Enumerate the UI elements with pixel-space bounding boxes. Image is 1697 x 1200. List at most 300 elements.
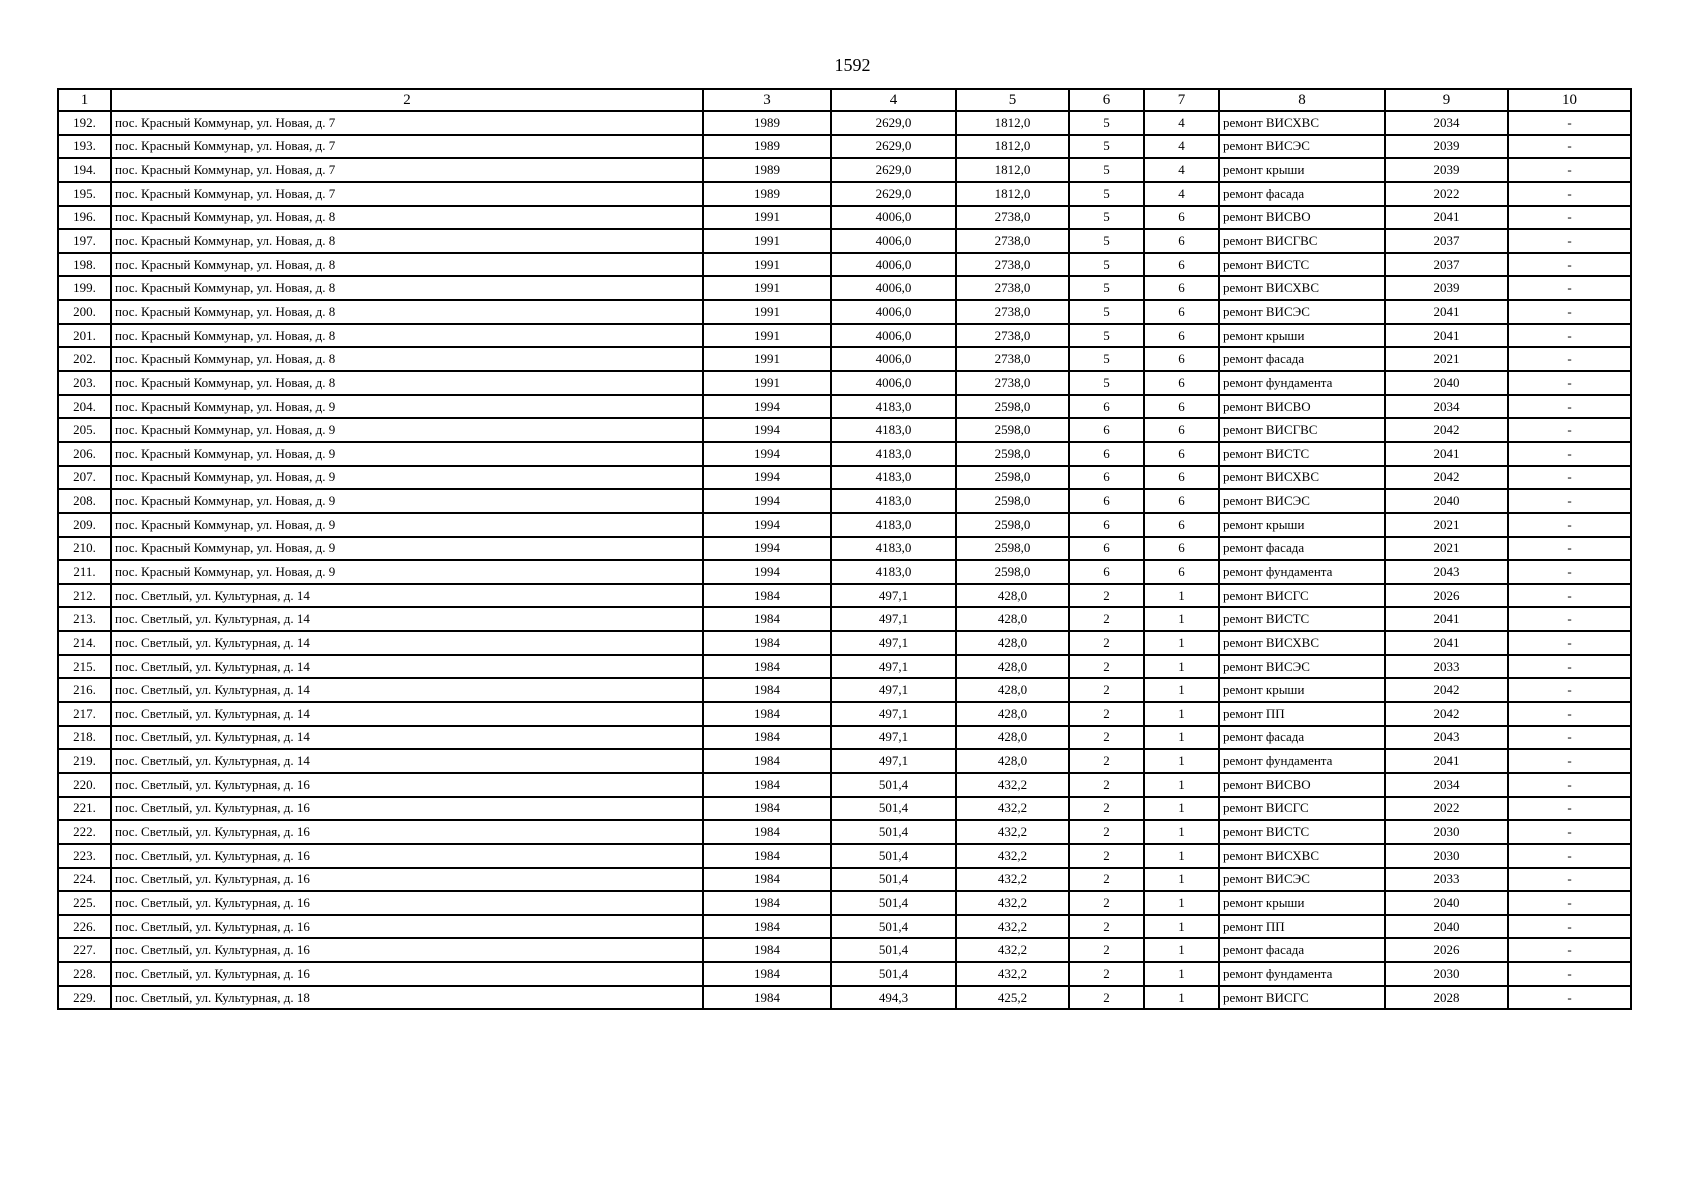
cell-note: - <box>1508 229 1631 253</box>
cell-floors: 2 <box>1069 749 1144 773</box>
cell-floors: 6 <box>1069 395 1144 419</box>
cell-planned-year: 2042 <box>1385 466 1508 490</box>
cell-living-area: 428,0 <box>956 678 1069 702</box>
cell-floors: 5 <box>1069 324 1144 348</box>
cell-total-area: 494,3 <box>831 986 956 1010</box>
cell-year-built: 1994 <box>703 513 831 537</box>
cell-address: пос. Красный Коммунар, ул. Новая, д. 9 <box>111 395 703 419</box>
cell-total-area: 497,1 <box>831 631 956 655</box>
cell-row-number: 192. <box>58 111 111 135</box>
cell-entrances: 6 <box>1144 347 1219 371</box>
cell-year-built: 1991 <box>703 347 831 371</box>
cell-address: пос. Светлый, ул. Культурная, д. 16 <box>111 868 703 892</box>
cell-entrances: 6 <box>1144 513 1219 537</box>
cell-entrances: 6 <box>1144 560 1219 584</box>
cell-living-area: 1812,0 <box>956 135 1069 159</box>
cell-work-type: ремонт ВИСВО <box>1219 773 1385 797</box>
header-row <box>58 89 1631 111</box>
cell-row-number: 227. <box>58 938 111 962</box>
cell-planned-year: 2026 <box>1385 584 1508 608</box>
cell-year-built: 1991 <box>703 300 831 324</box>
cell-entrances: 1 <box>1144 773 1219 797</box>
cell-entrances: 4 <box>1144 158 1219 182</box>
cell-entrances: 1 <box>1144 962 1219 986</box>
cell-living-area: 432,2 <box>956 773 1069 797</box>
cell-floors: 6 <box>1069 442 1144 466</box>
cell-note: - <box>1508 158 1631 182</box>
cell-row-number: 229. <box>58 986 111 1010</box>
cell-address: пос. Светлый, ул. Культурная, д. 16 <box>111 797 703 821</box>
cell-year-built: 1984 <box>703 749 831 773</box>
cell-living-area: 428,0 <box>956 726 1069 750</box>
table-row <box>58 820 1631 844</box>
cell-living-area: 2598,0 <box>956 537 1069 561</box>
cell-note: - <box>1508 631 1631 655</box>
cell-total-area: 501,4 <box>831 962 956 986</box>
cell-floors: 5 <box>1069 276 1144 300</box>
cell-work-type: ремонт ВИСТС <box>1219 607 1385 631</box>
cell-floors: 2 <box>1069 962 1144 986</box>
cell-entrances: 1 <box>1144 655 1219 679</box>
cell-total-area: 4006,0 <box>831 300 956 324</box>
cell-living-area: 432,2 <box>956 868 1069 892</box>
cell-floors: 5 <box>1069 158 1144 182</box>
cell-total-area: 4183,0 <box>831 537 956 561</box>
table-row <box>58 229 1631 253</box>
cell-year-built: 1991 <box>703 371 831 395</box>
cell-total-area: 2629,0 <box>831 135 956 159</box>
cell-work-type: ремонт крыши <box>1219 891 1385 915</box>
cell-address: пос. Светлый, ул. Культурная, д. 16 <box>111 915 703 939</box>
table-row <box>58 418 1631 442</box>
column-header-5: 5 <box>956 89 1069 111</box>
cell-floors: 2 <box>1069 584 1144 608</box>
cell-address: пос. Светлый, ул. Культурная, д. 16 <box>111 820 703 844</box>
cell-note: - <box>1508 395 1631 419</box>
cell-address: пос. Светлый, ул. Культурная, д. 14 <box>111 702 703 726</box>
cell-living-area: 432,2 <box>956 797 1069 821</box>
cell-address: пос. Красный Коммунар, ул. Новая, д. 9 <box>111 418 703 442</box>
cell-work-type: ремонт фундамента <box>1219 560 1385 584</box>
cell-work-type: ремонт ВИСЭС <box>1219 300 1385 324</box>
cell-living-area: 2598,0 <box>956 489 1069 513</box>
cell-address: пос. Красный Коммунар, ул. Новая, д. 9 <box>111 466 703 490</box>
cell-total-area: 4183,0 <box>831 513 956 537</box>
cell-planned-year: 2026 <box>1385 938 1508 962</box>
cell-work-type: ремонт ВИСХВС <box>1219 466 1385 490</box>
cell-living-area: 2598,0 <box>956 418 1069 442</box>
table-row <box>58 371 1631 395</box>
cell-planned-year: 2040 <box>1385 891 1508 915</box>
cell-entrances: 6 <box>1144 418 1219 442</box>
table-row <box>58 182 1631 206</box>
cell-entrances: 1 <box>1144 915 1219 939</box>
cell-planned-year: 2037 <box>1385 229 1508 253</box>
cell-floors: 2 <box>1069 678 1144 702</box>
table-row <box>58 395 1631 419</box>
cell-floors: 6 <box>1069 489 1144 513</box>
cell-floors: 2 <box>1069 844 1144 868</box>
cell-planned-year: 2022 <box>1385 797 1508 821</box>
cell-row-number: 197. <box>58 229 111 253</box>
repair-schedule-table <box>57 88 1632 1010</box>
cell-total-area: 501,4 <box>831 915 956 939</box>
cell-floors: 5 <box>1069 253 1144 277</box>
cell-row-number: 212. <box>58 584 111 608</box>
cell-year-built: 1984 <box>703 584 831 608</box>
cell-year-built: 1994 <box>703 537 831 561</box>
cell-note: - <box>1508 820 1631 844</box>
cell-note: - <box>1508 584 1631 608</box>
column-header-4: 4 <box>831 89 956 111</box>
table-row <box>58 560 1631 584</box>
cell-planned-year: 2041 <box>1385 300 1508 324</box>
cell-floors: 5 <box>1069 182 1144 206</box>
table-row <box>58 135 1631 159</box>
cell-planned-year: 2034 <box>1385 111 1508 135</box>
cell-planned-year: 2037 <box>1385 253 1508 277</box>
cell-row-number: 219. <box>58 749 111 773</box>
column-header-6: 6 <box>1069 89 1144 111</box>
cell-living-area: 425,2 <box>956 986 1069 1010</box>
cell-total-area: 497,1 <box>831 749 956 773</box>
cell-address: пос. Красный Коммунар, ул. Новая, д. 8 <box>111 276 703 300</box>
column-header-3: 3 <box>703 89 831 111</box>
cell-total-area: 497,1 <box>831 678 956 702</box>
column-header-7: 7 <box>1144 89 1219 111</box>
cell-address: пос. Светлый, ул. Культурная, д. 14 <box>111 655 703 679</box>
cell-planned-year: 2034 <box>1385 395 1508 419</box>
cell-planned-year: 2030 <box>1385 962 1508 986</box>
cell-note: - <box>1508 371 1631 395</box>
cell-address: пос. Красный Коммунар, ул. Новая, д. 9 <box>111 537 703 561</box>
cell-address: пос. Светлый, ул. Культурная, д. 16 <box>111 891 703 915</box>
cell-entrances: 1 <box>1144 584 1219 608</box>
cell-planned-year: 2028 <box>1385 986 1508 1010</box>
cell-row-number: 221. <box>58 797 111 821</box>
cell-floors: 2 <box>1069 820 1144 844</box>
cell-total-area: 4006,0 <box>831 206 956 230</box>
cell-note: - <box>1508 182 1631 206</box>
cell-address: пос. Красный Коммунар, ул. Новая, д. 8 <box>111 300 703 324</box>
cell-entrances: 1 <box>1144 607 1219 631</box>
cell-entrances: 6 <box>1144 253 1219 277</box>
cell-note: - <box>1508 347 1631 371</box>
cell-total-area: 4006,0 <box>831 253 956 277</box>
cell-floors: 2 <box>1069 655 1144 679</box>
cell-note: - <box>1508 442 1631 466</box>
cell-year-built: 1989 <box>703 182 831 206</box>
cell-entrances: 1 <box>1144 749 1219 773</box>
cell-entrances: 1 <box>1144 702 1219 726</box>
cell-planned-year: 2034 <box>1385 773 1508 797</box>
cell-living-area: 1812,0 <box>956 158 1069 182</box>
cell-entrances: 1 <box>1144 986 1219 1010</box>
cell-address: пос. Светлый, ул. Культурная, д. 14 <box>111 584 703 608</box>
cell-work-type: ремонт фасада <box>1219 537 1385 561</box>
cell-work-type: ремонт крыши <box>1219 324 1385 348</box>
cell-planned-year: 2021 <box>1385 347 1508 371</box>
column-header-10: 10 <box>1508 89 1631 111</box>
cell-total-area: 2629,0 <box>831 111 956 135</box>
cell-entrances: 4 <box>1144 182 1219 206</box>
cell-row-number: 214. <box>58 631 111 655</box>
cell-work-type: ремонт ВИСГВС <box>1219 229 1385 253</box>
cell-year-built: 1989 <box>703 135 831 159</box>
cell-total-area: 4183,0 <box>831 418 956 442</box>
cell-living-area: 428,0 <box>956 584 1069 608</box>
cell-living-area: 2738,0 <box>956 371 1069 395</box>
cell-total-area: 501,4 <box>831 797 956 821</box>
cell-year-built: 1994 <box>703 489 831 513</box>
cell-work-type: ремонт ВИСХВС <box>1219 631 1385 655</box>
column-header-1: 1 <box>58 89 111 111</box>
cell-total-area: 497,1 <box>831 584 956 608</box>
cell-entrances: 6 <box>1144 371 1219 395</box>
table-row <box>58 891 1631 915</box>
cell-work-type: ремонт крыши <box>1219 678 1385 702</box>
table-row <box>58 584 1631 608</box>
cell-row-number: 223. <box>58 844 111 868</box>
cell-living-area: 2738,0 <box>956 206 1069 230</box>
cell-work-type: ремонт ВИСЭС <box>1219 135 1385 159</box>
cell-row-number: 213. <box>58 607 111 631</box>
cell-note: - <box>1508 466 1631 490</box>
cell-row-number: 205. <box>58 418 111 442</box>
cell-row-number: 202. <box>58 347 111 371</box>
cell-planned-year: 2022 <box>1385 182 1508 206</box>
cell-note: - <box>1508 111 1631 135</box>
cell-work-type: ремонт ВИСГС <box>1219 797 1385 821</box>
cell-entrances: 6 <box>1144 300 1219 324</box>
cell-entrances: 6 <box>1144 206 1219 230</box>
cell-entrances: 6 <box>1144 276 1219 300</box>
cell-living-area: 1812,0 <box>956 111 1069 135</box>
cell-address: пос. Красный Коммунар, ул. Новая, д. 8 <box>111 371 703 395</box>
cell-living-area: 432,2 <box>956 938 1069 962</box>
cell-work-type: ремонт фасада <box>1219 938 1385 962</box>
cell-total-area: 501,4 <box>831 891 956 915</box>
cell-entrances: 4 <box>1144 135 1219 159</box>
cell-planned-year: 2041 <box>1385 324 1508 348</box>
cell-planned-year: 2040 <box>1385 371 1508 395</box>
cell-floors: 5 <box>1069 135 1144 159</box>
cell-total-area: 2629,0 <box>831 182 956 206</box>
cell-note: - <box>1508 726 1631 750</box>
table-row <box>58 797 1631 821</box>
cell-note: - <box>1508 300 1631 324</box>
cell-total-area: 497,1 <box>831 607 956 631</box>
cell-row-number: 228. <box>58 962 111 986</box>
cell-entrances: 6 <box>1144 324 1219 348</box>
cell-note: - <box>1508 915 1631 939</box>
cell-note: - <box>1508 513 1631 537</box>
cell-living-area: 2598,0 <box>956 442 1069 466</box>
cell-row-number: 222. <box>58 820 111 844</box>
cell-row-number: 194. <box>58 158 111 182</box>
cell-year-built: 1984 <box>703 607 831 631</box>
cell-planned-year: 2040 <box>1385 489 1508 513</box>
cell-work-type: ремонт крыши <box>1219 158 1385 182</box>
cell-total-area: 4183,0 <box>831 395 956 419</box>
cell-floors: 5 <box>1069 206 1144 230</box>
cell-planned-year: 2040 <box>1385 915 1508 939</box>
cell-work-type: ремонт ВИСТС <box>1219 253 1385 277</box>
cell-living-area: 2738,0 <box>956 324 1069 348</box>
cell-row-number: 196. <box>58 206 111 230</box>
cell-total-area: 4183,0 <box>831 442 956 466</box>
cell-row-number: 218. <box>58 726 111 750</box>
cell-work-type: ремонт ПП <box>1219 915 1385 939</box>
cell-address: пос. Светлый, ул. Культурная, д. 16 <box>111 938 703 962</box>
cell-address: пос. Красный Коммунар, ул. Новая, д. 7 <box>111 111 703 135</box>
page-number: 1592 <box>834 55 871 75</box>
cell-floors: 2 <box>1069 702 1144 726</box>
cell-year-built: 1984 <box>703 702 831 726</box>
cell-living-area: 2598,0 <box>956 513 1069 537</box>
table-row <box>58 276 1631 300</box>
column-header-2: 2 <box>111 89 703 111</box>
cell-entrances: 6 <box>1144 489 1219 513</box>
cell-row-number: 220. <box>58 773 111 797</box>
cell-planned-year: 2021 <box>1385 537 1508 561</box>
cell-work-type: ремонт ВИСВО <box>1219 395 1385 419</box>
cell-planned-year: 2043 <box>1385 560 1508 584</box>
cell-year-built: 1989 <box>703 158 831 182</box>
cell-living-area: 432,2 <box>956 891 1069 915</box>
cell-note: - <box>1508 749 1631 773</box>
cell-address: пос. Красный Коммунар, ул. Новая, д. 8 <box>111 324 703 348</box>
cell-address: пос. Светлый, ул. Культурная, д. 14 <box>111 678 703 702</box>
cell-entrances: 1 <box>1144 820 1219 844</box>
cell-work-type: ремонт ВИСХВС <box>1219 111 1385 135</box>
cell-planned-year: 2042 <box>1385 678 1508 702</box>
cell-entrances: 6 <box>1144 229 1219 253</box>
cell-row-number: 225. <box>58 891 111 915</box>
cell-address: пос. Светлый, ул. Культурная, д. 14 <box>111 631 703 655</box>
cell-address: пос. Красный Коммунар, ул. Новая, д. 8 <box>111 229 703 253</box>
cell-total-area: 497,1 <box>831 655 956 679</box>
cell-work-type: ремонт ВИСВО <box>1219 206 1385 230</box>
table-row <box>58 678 1631 702</box>
cell-living-area: 428,0 <box>956 702 1069 726</box>
cell-row-number: 217. <box>58 702 111 726</box>
cell-address: пос. Красный Коммунар, ул. Новая, д. 9 <box>111 513 703 537</box>
cell-floors: 2 <box>1069 607 1144 631</box>
cell-year-built: 1984 <box>703 844 831 868</box>
cell-living-area: 428,0 <box>956 631 1069 655</box>
cell-planned-year: 2021 <box>1385 513 1508 537</box>
cell-floors: 5 <box>1069 371 1144 395</box>
cell-note: - <box>1508 324 1631 348</box>
cell-year-built: 1984 <box>703 631 831 655</box>
cell-entrances: 1 <box>1144 726 1219 750</box>
cell-entrances: 6 <box>1144 537 1219 561</box>
cell-living-area: 428,0 <box>956 749 1069 773</box>
table-row <box>58 489 1631 513</box>
table-row <box>58 986 1631 1010</box>
cell-note: - <box>1508 418 1631 442</box>
table-row <box>58 726 1631 750</box>
cell-living-area: 432,2 <box>956 844 1069 868</box>
cell-entrances: 1 <box>1144 938 1219 962</box>
cell-year-built: 1991 <box>703 253 831 277</box>
table-row <box>58 253 1631 277</box>
cell-year-built: 1984 <box>703 986 831 1010</box>
cell-address: пос. Красный Коммунар, ул. Новая, д. 8 <box>111 347 703 371</box>
cell-address: пос. Красный Коммунар, ул. Новая, д. 9 <box>111 442 703 466</box>
cell-work-type: ремонт фасада <box>1219 182 1385 206</box>
cell-work-type: ремонт фундамента <box>1219 962 1385 986</box>
table-row <box>58 655 1631 679</box>
cell-work-type: ремонт ВИСГС <box>1219 986 1385 1010</box>
cell-work-type: ремонт ВИСХВС <box>1219 276 1385 300</box>
cell-note: - <box>1508 962 1631 986</box>
cell-floors: 6 <box>1069 418 1144 442</box>
cell-year-built: 1994 <box>703 466 831 490</box>
cell-row-number: 226. <box>58 915 111 939</box>
table-row <box>58 938 1631 962</box>
cell-year-built: 1994 <box>703 395 831 419</box>
table-row <box>58 702 1631 726</box>
cell-row-number: 210. <box>58 537 111 561</box>
cell-row-number: 224. <box>58 868 111 892</box>
table-row <box>58 324 1631 348</box>
table-row <box>58 773 1631 797</box>
cell-address: пос. Красный Коммунар, ул. Новая, д. 9 <box>111 489 703 513</box>
cell-year-built: 1994 <box>703 442 831 466</box>
cell-floors: 5 <box>1069 347 1144 371</box>
cell-planned-year: 2030 <box>1385 844 1508 868</box>
cell-year-built: 1991 <box>703 324 831 348</box>
cell-living-area: 2738,0 <box>956 229 1069 253</box>
cell-planned-year: 2039 <box>1385 158 1508 182</box>
cell-year-built: 1984 <box>703 773 831 797</box>
cell-total-area: 501,4 <box>831 844 956 868</box>
cell-planned-year: 2041 <box>1385 631 1508 655</box>
cell-floors: 6 <box>1069 560 1144 584</box>
cell-year-built: 1994 <box>703 560 831 584</box>
table-row <box>58 915 1631 939</box>
cell-year-built: 1984 <box>703 797 831 821</box>
cell-year-built: 1984 <box>703 820 831 844</box>
table-row <box>58 749 1631 773</box>
cell-entrances: 1 <box>1144 868 1219 892</box>
cell-planned-year: 2033 <box>1385 655 1508 679</box>
cell-living-area: 2738,0 <box>956 276 1069 300</box>
cell-work-type: ремонт ВИСЭС <box>1219 868 1385 892</box>
cell-note: - <box>1508 891 1631 915</box>
cell-entrances: 6 <box>1144 466 1219 490</box>
cell-entrances: 1 <box>1144 797 1219 821</box>
cell-year-built: 1989 <box>703 111 831 135</box>
column-header-9: 9 <box>1385 89 1508 111</box>
cell-row-number: 200. <box>58 300 111 324</box>
cell-row-number: 203. <box>58 371 111 395</box>
cell-living-area: 432,2 <box>956 820 1069 844</box>
cell-total-area: 497,1 <box>831 702 956 726</box>
cell-work-type: ремонт ПП <box>1219 702 1385 726</box>
cell-total-area: 2629,0 <box>831 158 956 182</box>
cell-row-number: 211. <box>58 560 111 584</box>
cell-year-built: 1984 <box>703 891 831 915</box>
cell-address: пос. Светлый, ул. Культурная, д. 18 <box>111 986 703 1010</box>
cell-note: - <box>1508 844 1631 868</box>
cell-note: - <box>1508 276 1631 300</box>
cell-note: - <box>1508 537 1631 561</box>
cell-address: пос. Красный Коммунар, ул. Новая, д. 9 <box>111 560 703 584</box>
cell-note: - <box>1508 489 1631 513</box>
